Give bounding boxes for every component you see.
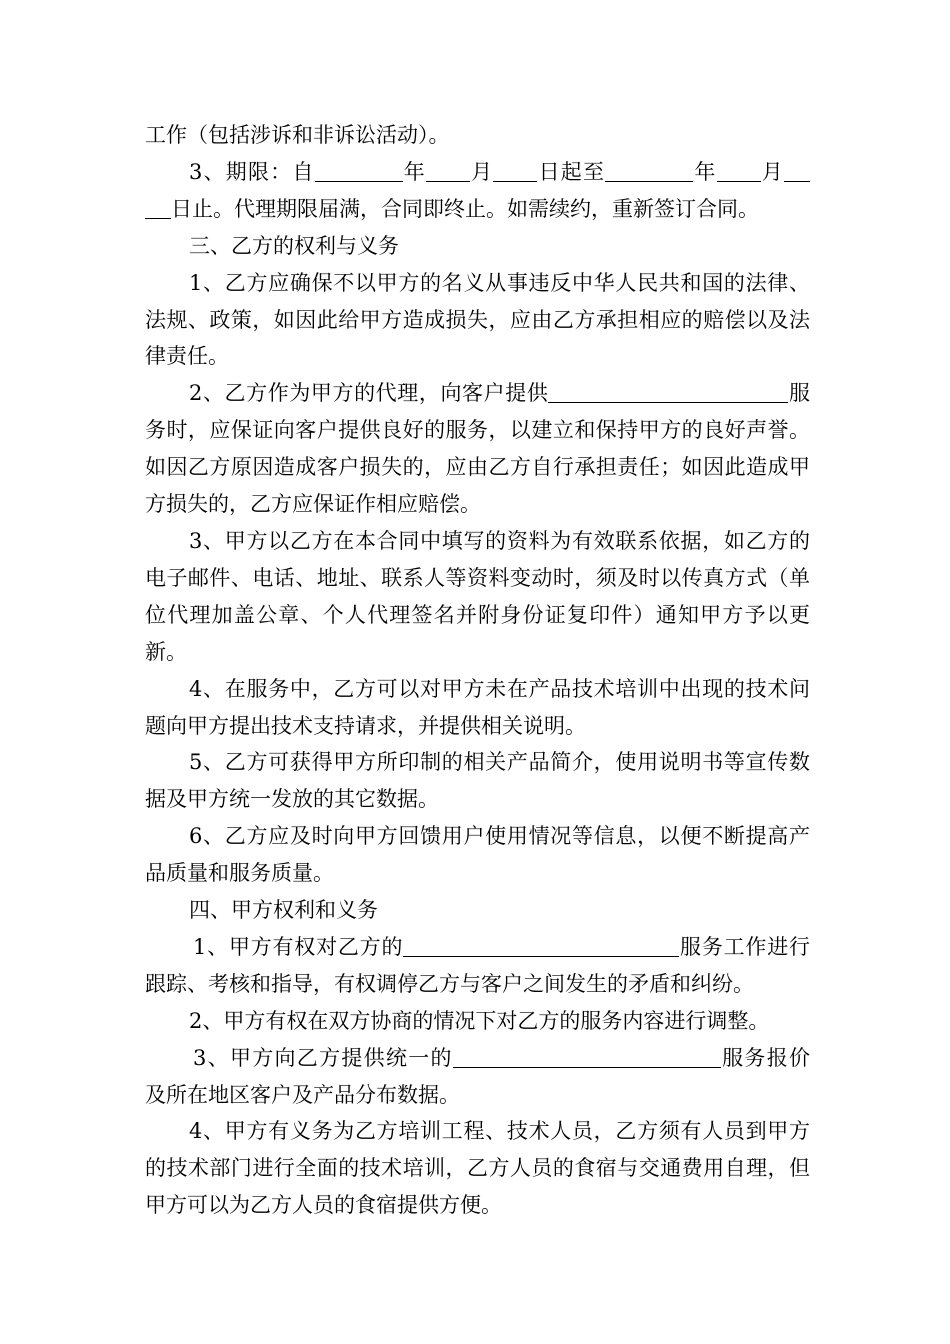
paragraph-a-4: 4、甲方有义务为乙方培训工程、技术人员，乙方须有人员到甲方的技术部门进行全面的技术培训，乙方人员的食宿与交通费用自理，但甲方可以为乙方人员的食宿提供方便。 xyxy=(145,1119,810,1218)
blank-end-day[interactable] xyxy=(784,159,810,182)
section-heading-4: 四、甲方权利和义务 xyxy=(189,898,378,923)
paragraph-b-2: 2、乙方作为甲方的代理，向客户提供 服务时，应保证向客户提供良好的服务，以建立和保持甲方的良好声誉。如因乙方原因造成客户损失的，应由乙方自行承担责任；如因此造成甲方损失的，乙方应保证作相应赔偿。 xyxy=(145,381,811,517)
paragraph-b-1: 1、乙方应确保不以甲方的名义从事违反中华人民共和国的法律、法规、政策，如因此给甲方造成损失，应由乙方承担相应的赔偿以及法律责任。 xyxy=(145,270,810,369)
paragraph-b-3: 3、甲方以乙方在本合同中填写的资料为有效联系依据，如乙方的电子邮件、电话、地址、联系人等资料变动时，须及时以传真方式（单位代理加盖公章、个人代理签名并附身份证复印件）通知甲方予以更新。 xyxy=(145,528,810,664)
blank-end-month[interactable] xyxy=(717,159,761,182)
blank-service-provided[interactable] xyxy=(548,380,788,403)
blank-start-year[interactable] xyxy=(315,159,403,182)
blank-start-month[interactable] xyxy=(426,159,470,182)
paragraph-a-3: 3、甲方向乙方提供统一的 服务报价及所在地区客户及产品分布数据。 xyxy=(145,1045,810,1107)
paragraph-b-4: 4、在服务中，乙方可以对甲方未在产品技术培训中出现的技术问题向甲方提出技术支持请求，并提供相关说明。 xyxy=(145,676,810,738)
paragraph-term: 3、期限：自 年 月 日起至 年 月日止。代理期限届满，合同即终止。如需续约，重新签订合同。 xyxy=(145,154,810,228)
blank-end-year[interactable] xyxy=(605,159,693,182)
paragraph-a-2: 2、甲方有权在双方协商的情况下对乙方的服务内容进行调整。 xyxy=(189,1008,770,1033)
blank-service-evaluated[interactable] xyxy=(403,934,679,957)
blank-end-day-cont[interactable] xyxy=(145,196,171,219)
paragraph-a-1: 1、甲方有权对乙方的 服务工作进行跟踪、考核和指导，有权调停乙方与客户之间发生的矛盾和纠纷。 xyxy=(145,934,810,996)
blank-service-pricing[interactable] xyxy=(453,1045,721,1068)
blank-start-day[interactable] xyxy=(493,159,537,182)
paragraph-b-6: 6、乙方应及时向甲方回馈用户使用情况等信息，以便不断提高产品质量和服务质量。 xyxy=(145,824,810,886)
section-heading-3: 三、乙方的权利与义务 xyxy=(189,233,399,258)
contract-body xyxy=(145,117,810,1224)
paragraph-scope-end: 工作（包括涉诉和非诉讼活动）。 xyxy=(145,123,450,147)
paragraph-b-5: 5、乙方可获得甲方所印制的相关产品简介，使用说明书等宣传数据及甲方统一发放的其它数据。 xyxy=(145,750,810,812)
